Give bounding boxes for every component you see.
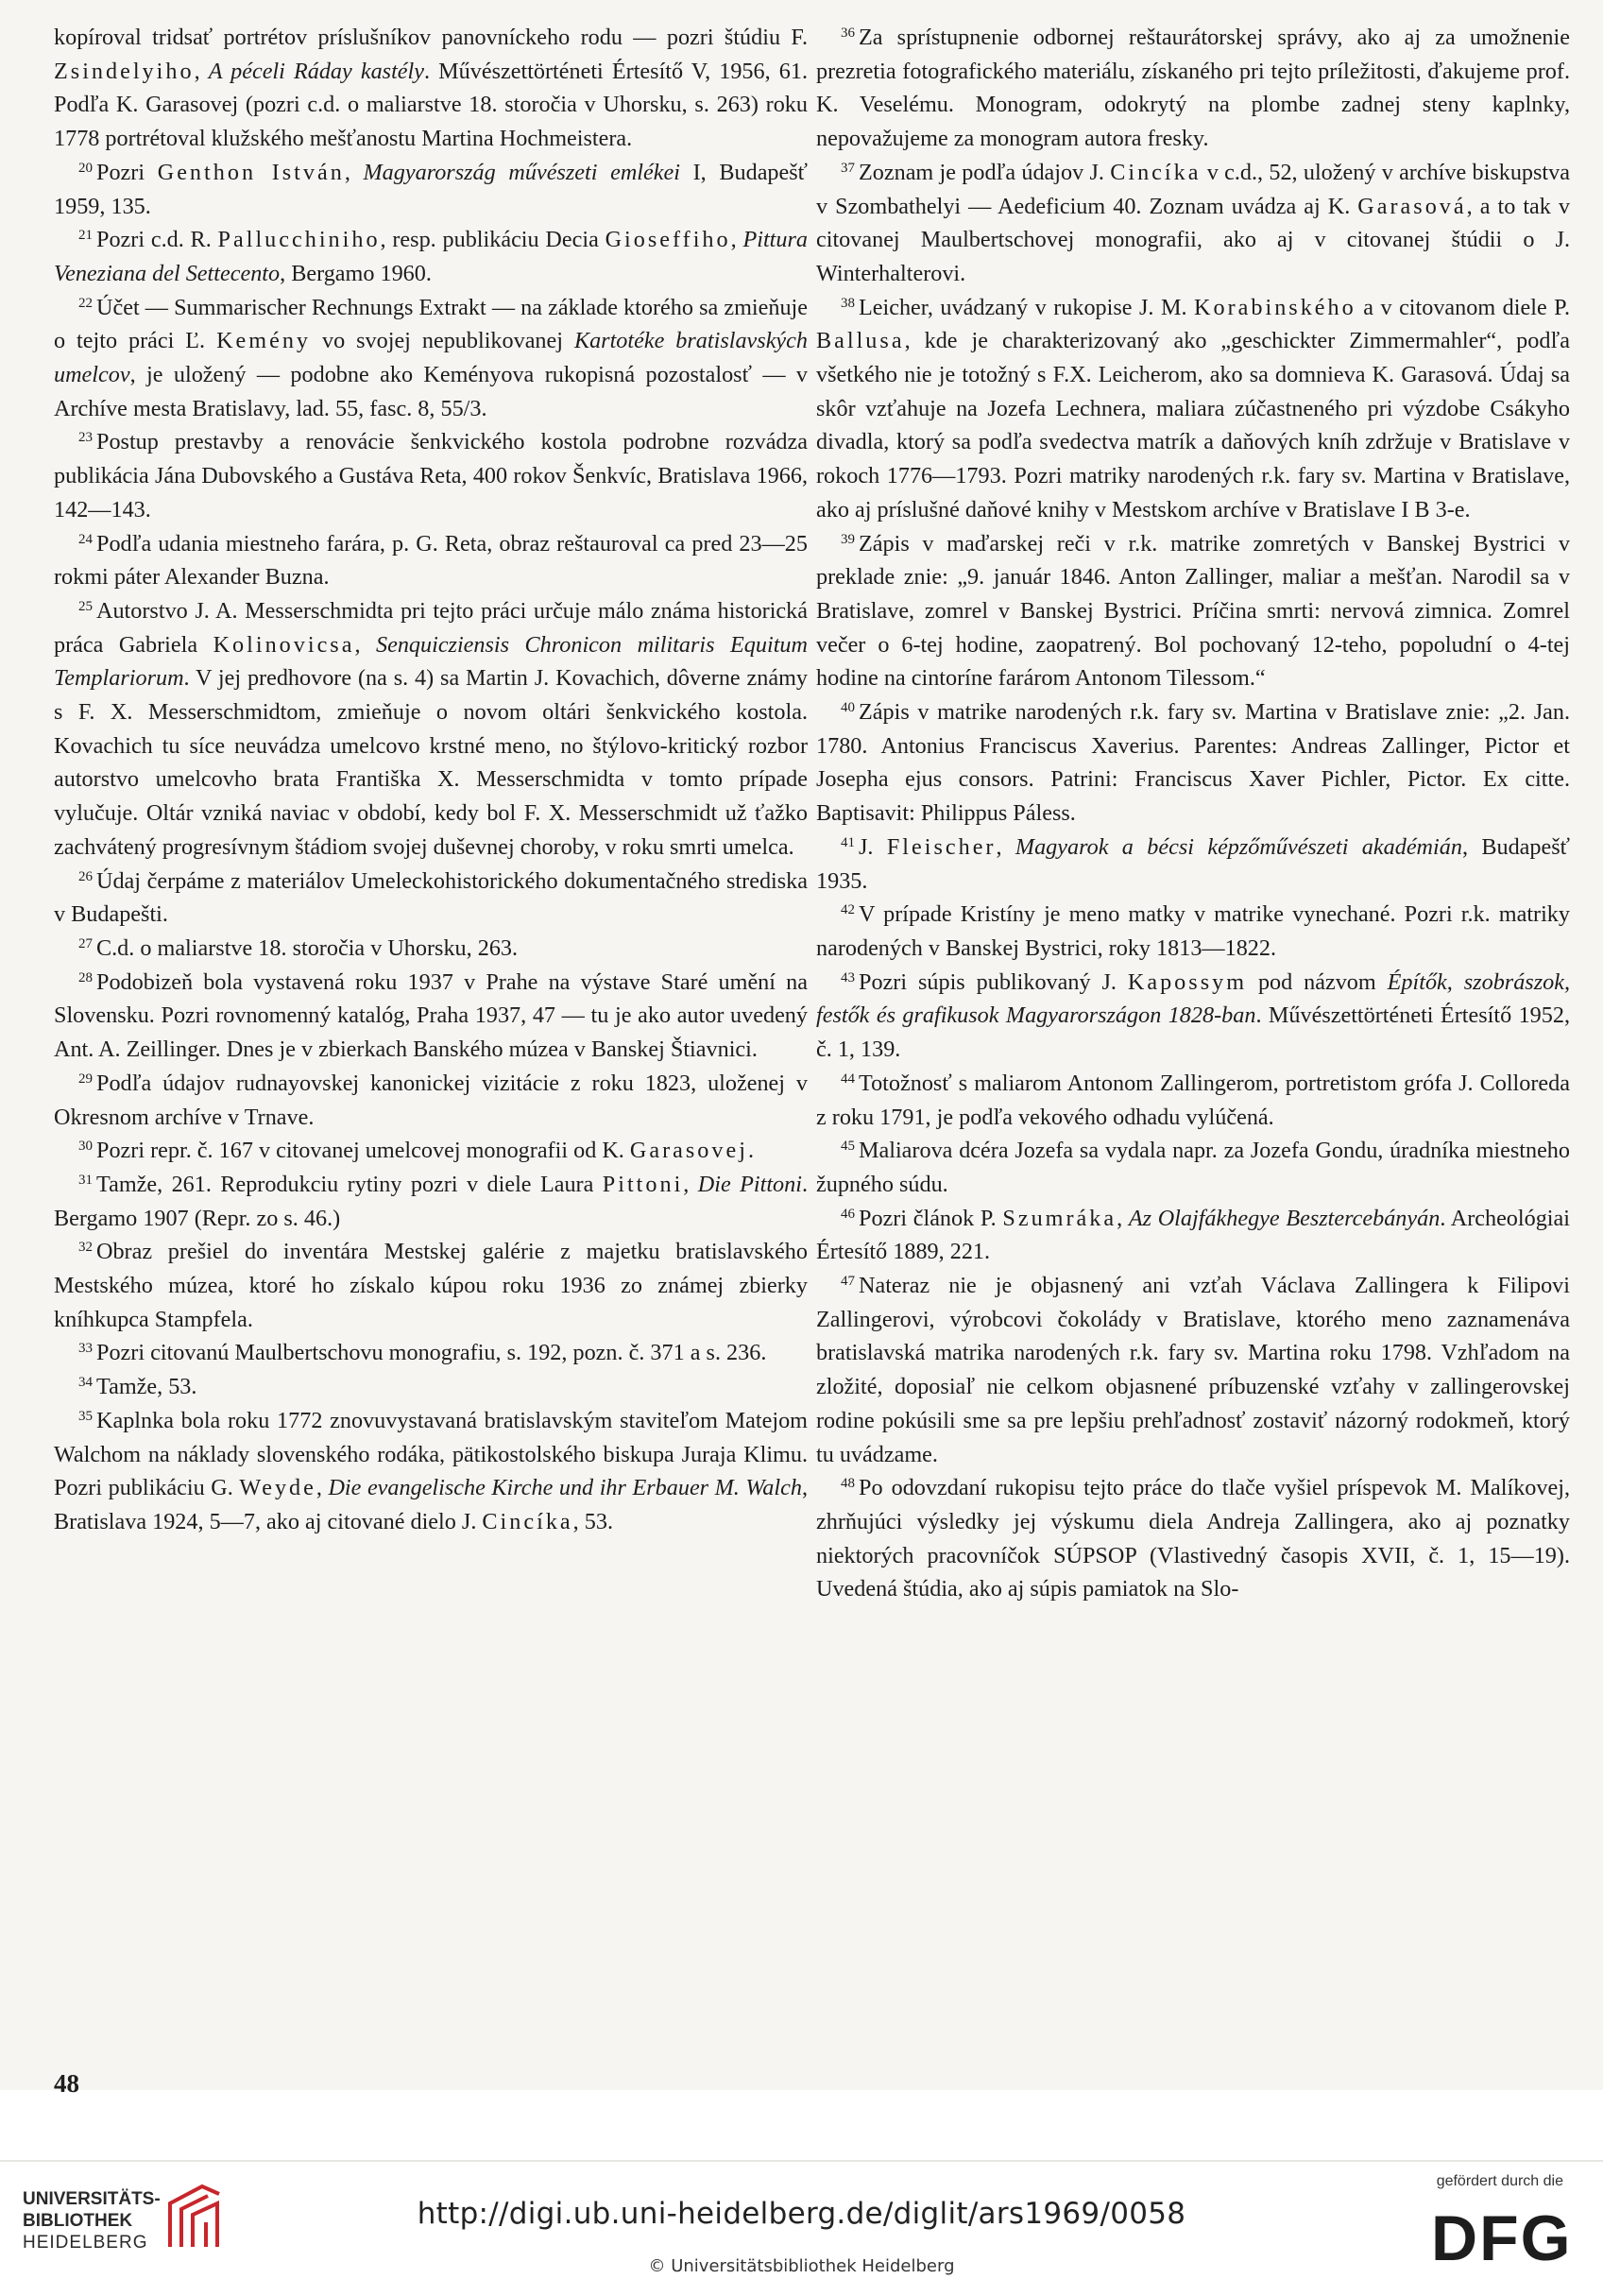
footnote-35: $^{35}$ Kaplnka bola roku 1772 znovuvystavaná bratislavským staviteľom Matejom Walchom na náklady slovenského rodáka, pätikostolského biskupa Juraja Klimu. Pozri publikáciu G. Weyde, Die evangelische Kirche und ihr Erbauer M. Walch, Bratislava 1924, 5—7, ako aj citované dielo J. Cincíka, 53. — [54, 1407, 808, 1534]
footnote-number: 26 — [78, 868, 93, 884]
footnote-27: $^{27}$ C.d. o maliarstve 18. storočia v Uhorsku, 263. — [78, 934, 519, 961]
footnote-number: 25 — [78, 598, 93, 614]
footnote-number: 42 — [841, 902, 855, 918]
footnote-34: $^{34}$ Tamže, 53. — [78, 1374, 197, 1400]
footnote-39: $^{39}$ Zápis v maďarskej reči v r.k. matrike zomretých v Banskej Bystrici v preklade znie: „9. január 1846. Anton Zallinger, maliar a mešťan. Narodil sa v Bratislave, zomrel v Banskej Bystrici. Príčina smrti: nervová zimnica. Zomrel večer o 6-tej hodine, zaopatrený. Bol pochovaný 12-teho, popoludní o 4-tej hodine na cintoríne farárom Antonom Tilessom.“ — [816, 530, 1570, 692]
footnote-28: $^{28}$ Podobizeň bola vystavená roku 1937 v Prahe na výstave Staré umění na Slovensku. Pozri rovnomenný katalóg, Praha 1937, 47 — tu je ako autor uvedený Ant. A. Zeillinger. Dnes je v zbierkach Banského múzea v Banskej Štiavnici. — [54, 968, 808, 1063]
footnote-number: 40 — [841, 700, 855, 716]
footnote-22: $^{22}$ Účet — Summarischer Rechnungs Extrakt — na základe ktorého sa zmieňuje o tejto práci Ľ. Kemény vo svojej nepublikovanej Kartotéke bratislavských umelcov, je uložený — podobne ako Keményova rukopisná pozostalosť — v Archíve mesta Bratislavy, lad. 55, fasc. 8, 55/3. — [54, 294, 808, 421]
footnote-number: 24 — [78, 531, 93, 547]
footnote-37: $^{37}$ Zoznam je podľa údajov J. Cincíka v c.d., 52, uložený v archíve biskupstva v Szombathelyi — Aedeficium 40. Zoznam uvádza aj K. Garasová, a to tak v citovanej Maulbertschovej monografii, ako aj v citovanej štúdii o J. Winterhalterovi. — [816, 159, 1570, 286]
footnote-number: 20 — [78, 160, 93, 176]
footnote-number: 48 — [841, 1476, 855, 1492]
footnote-38: $^{38}$ Leicher, uvádzaný v rukopise J. M. Korabinského a v citovanom diele P. Ballusa, kde je charakterizovaný ako „geschickter Zimmermahler“, podľa všetkého nie je totožný s F.X. Leicherom, ako sa domnieva K. Garasová. Údaj sa skôr vzťahuje na Jozefa Lechnera, maliara zúčastneného pri výzdobe Csákyho divadla, ktorý sa podľa svedectva matrík a daňových kníh zdržuje v Bratislave v rokoch 1776—1793. Pozri matriky narodených r.k. fary sv. Martina v Bratislave, ako aj príslušné daňové knihy v Mestskom archíve v Bratislave I B 3-e. — [816, 294, 1570, 523]
footnote-36: $^{36}$ Za sprístupnenie odbornej reštaurátorskej správy, ako aj za umožnenie prezretia fotografického materiálu, získaného pri tejto príležitosti, ďakujeme prof. K. Veselému. Monogram, odokrytý na plombe zadnej steny kaplnky, nepovažujeme za monogram autora fresky. — [816, 25, 1570, 152]
footnote-number: 36 — [841, 26, 855, 41]
footnote-44: $^{44}$ Totožnosť s maliarom Antonom Zallingerom, portretistom grófa J. Colloreda z roku 1791, je podľa vekového odhadu vylúčená. — [816, 1070, 1570, 1130]
footnote-29: $^{29}$ Podľa údajov rudnayovskej kanonickej vizitácie z roku 1823, uloženej v Okresnom archíve v Trnave. — [54, 1070, 808, 1130]
footnote-number: 46 — [841, 1206, 855, 1222]
footnote-number: 45 — [841, 1139, 855, 1155]
footnote-number: 41 — [841, 834, 855, 850]
footnote-number: 22 — [78, 295, 93, 311]
footnote-45: $^{45}$ Maliarova dcéra Jozefa sa vydala napr. za Jozefa Gondu, úradníka miestneho župného súdu. — [816, 1138, 1570, 1197]
footnote-25: $^{25}$ Autorstvo J. A. Messerschmidta pri tejto práci určuje málo známa historická práca Gabriela Kolinovicsa, Senquicziensis Chronicon militaris Equitum Templariorum. V jej predhovore (na s. 4) sa Martin J. Kovachich, dôverne známy s F. X. Messerschmidtom, zmieňuje o novom oltári šenkvického kostola. Kovachich tu síce neuvádza umelcovo krstné meno, no štýlovo-kritický rozbor autorstvo umelcovho brata Františka X. Messerschmidta v tomto prípade vylučuje. Oltár vzniká naviac v období, kedy bol F. X. Messerschmidt už ťažko zachvátený progresívnym štádiom svojej duševnej choroby, v roku smrti umelca. — [54, 597, 808, 860]
footnote-47: $^{47}$ Nateraz nie je objasnený ani vzťah Václava Zallingera k Filipovi Zallingerovi, výrobcovi čokolády v Bratislave, ktorého meno zaznamenáva bratislavská matrika narodených r.k. fary sv. Martina roku 1798. Vzhľadom na zložité, doposiaľ nie celkom objasnené príbuzenské vzťahy v zallingerovskej rodine pokúsili sme sa pre lepšiu prehľadnosť zostaviť názorný rodokmeň, ktorý tu uvádzame. — [816, 1273, 1570, 1467]
footnote-number: 38 — [841, 295, 855, 311]
library-line-3: HEIDELBERG — [23, 2233, 148, 2253]
dfg-wordmark-icon — [1431, 2202, 1573, 2270]
footnote-number: 31 — [78, 1172, 93, 1188]
footnote-20: $^{20}$ Pozri Genthon István, Magyarország művészeti emlékei I, Budapešť 1959, 135. — [54, 159, 809, 219]
footnote-number: 29 — [78, 1071, 93, 1087]
footnote-number: 34 — [78, 1375, 93, 1391]
library-line-1: UNIVERSITÄTS- — [23, 2189, 161, 2209]
footnote-number: 39 — [841, 531, 855, 547]
footnote-26: $^{26}$ Údaj čerpáme z materiálov Umeleckohistorického dokumentačného strediska v Budapešti. — [54, 867, 808, 928]
footnote-number: 21 — [78, 228, 93, 244]
footnote-number: 35 — [78, 1408, 93, 1424]
dfg-caption: gefördert durch die — [1436, 2173, 1563, 2189]
document-url-link[interactable]: http://digi.ub.uni-heidelberg.de/diglit/ars1969/0058 — [417, 2197, 1186, 2231]
footnote-number: 23 — [78, 430, 93, 446]
footnote-43: $^{43}$ Pozri súpis publikovaný J. Kapossym pod názvom Építők, szobrászok, festők és grafikusok Magyarországon 1828-ban. Művészettörténeti Értesítő 1952, č. 1, 139. — [816, 968, 1571, 1063]
footnote-31: $^{31}$ Tamže, 261. Reprodukciu rytiny pozri v diele Laura Pittoni, Die Pittoni. Bergamo 1907 (Repr. zo s. 46.) — [54, 1171, 808, 1231]
footnote-number: 28 — [78, 969, 93, 985]
library-line-2: BIBLIOTHEK — [23, 2211, 133, 2231]
footnote-number: 44 — [841, 1071, 855, 1087]
viewer-footer — [0, 2166, 1603, 2296]
footnote-42: $^{42}$ V prípade Kristíny je meno matky v matrike vynechané. Pozri r.k. matriky narodených v Banskej Bystrici, roky 1813—1822. — [816, 901, 1570, 961]
footer-divider — [0, 2160, 1603, 2162]
footnotes-left-column — [54, 21, 808, 1539]
copyright-notice: © Universitätsbibliothek Heidelberg — [648, 2256, 955, 2276]
footnote-number: 43 — [841, 969, 855, 985]
footnote-continuation: kopíroval tridsať portrétov príslušníkov panovníckeho rodu — pozri štúdiu F. Zsindelyiho, A péceli Ráday kastély. Művészettörténeti Értesítő V, 1956, 61. Podľa K. Garasovej (pozri c.d. o maliarstve 18. storočia v Uhorsku, s. 263) roku 1778 portrétoval klužského mešťanostu Martina Hochmeistera. — [54, 25, 808, 152]
footnote-24: $^{24}$ Podľa udania miestneho farára, p. G. Reta, obraz reštauroval ca pred 23—25 rokmi páter Alexander Buzna. — [54, 530, 808, 591]
dfg-word: DFG — [1431, 2202, 1573, 2270]
page-number: 48 — [54, 2069, 79, 2098]
footnote-32: $^{32}$ Obraz prešiel do inventára Mestskej galérie z majetku bratislavského Mestského múzea, ktoré ho získalo kúpou roku 1936 zo známej zbierky kníhkupca Stampfela. — [54, 1239, 808, 1332]
footnote-21: $^{21}$ Pozri c.d. R. Pallucchiniho, resp. publikáciu Decia Gioseffiho, Pittura Veneziana del Settecento, Bergamo 1960. — [54, 227, 808, 286]
footnote-number: 30 — [78, 1139, 93, 1155]
footnote-number: 27 — [78, 935, 93, 951]
footnote-number: 33 — [78, 1341, 93, 1357]
footnote-48: $^{48}$ Po odovzdaní rukopisu tejto práce do tlače vyšiel príspevok M. Malíkovej, zhrňujúci výsledky jej výskumu diela Andreja Zallingera, ako aj poznatky niektorých pracovníčok SÚPSOP (Vlastivedný časopis XVII, č. 1, 15—19). Uvedená štúdia, ako aj súpis pamiatok na Slo- — [816, 1475, 1570, 1602]
footnotes-right-column — [816, 21, 1570, 1606]
footnote-41: $^{41}$ J. Fleischer, Magyarok a bécsi képzőművészeti akadémián, Budapešť 1935. — [816, 833, 1570, 894]
footnote-23: $^{23}$ Postup prestavby a renovácie šenkvického kostola podrobne rozvádza publikácia Jána Dubovského a Gustáva Reta, 400 rokov Šenkvíc, Bratislava 1966, 142—143. — [54, 429, 808, 523]
footnote-40: $^{40}$ Zápis v matrike narodených r.k. fary sv. Martina v Bratislave znie: „2. Jan. 1780. Antonius Franciscus Xaverius. Parentes: Andreas Zallinger, Pictor et Josepha ejus consors. Patrini: Franciscus Xaver Pichler, Pictor. Ex citte. Baptisavit: Philippus Páless. — [816, 699, 1570, 827]
footnote-46: $^{46}$ Pozri článok P. Szumráka, Az Olajfákhegye Besztercebányán. Archeológiai Értesítő 1889, 221. — [816, 1205, 1570, 1265]
dfg-logo[interactable] — [1422, 2173, 1582, 2282]
footnote-33: $^{33}$ Pozri citovanú Maulbertschovu monografiu, s. 192, pozn. č. 371 a s. 236. — [78, 1340, 767, 1366]
footnote-number: 37 — [841, 160, 855, 176]
footnote-number: 32 — [78, 1240, 93, 1256]
footnote-number: 47 — [841, 1274, 855, 1290]
footnote-30: $^{30}$ Pozri repr. č. 167 v citovanej umelcovej monografii od K. Garasovej. — [78, 1138, 755, 1164]
